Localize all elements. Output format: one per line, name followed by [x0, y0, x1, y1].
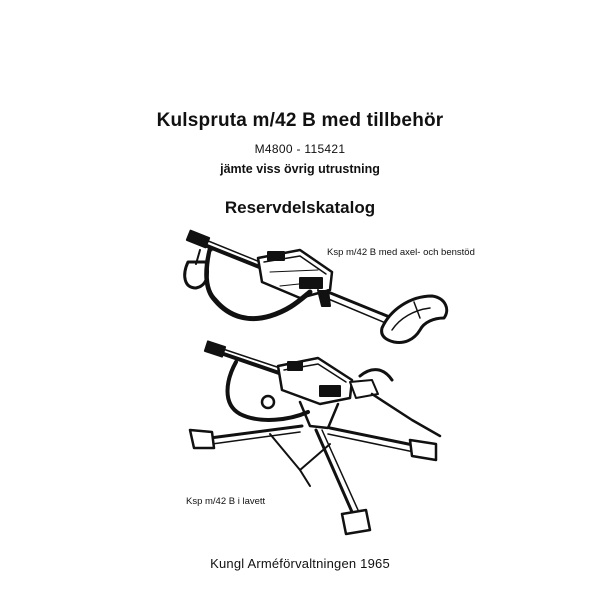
document-subtitle: jämte viss övrig utrustning: [220, 162, 380, 176]
document-code: M4800 - 115421: [254, 142, 346, 156]
document-heading: Reservdelskatalog: [224, 198, 376, 217]
figure-caption-tripod: Ksp m/42 B i lavett: [186, 496, 266, 507]
document-title: Kulspruta m/42 B med tillbehör: [156, 110, 444, 131]
figure-caption-stock: Ksp m/42 B med axel- och benstöd: [327, 247, 475, 258]
publisher-line: Kungl Arméförvaltningen 1965: [210, 556, 390, 571]
